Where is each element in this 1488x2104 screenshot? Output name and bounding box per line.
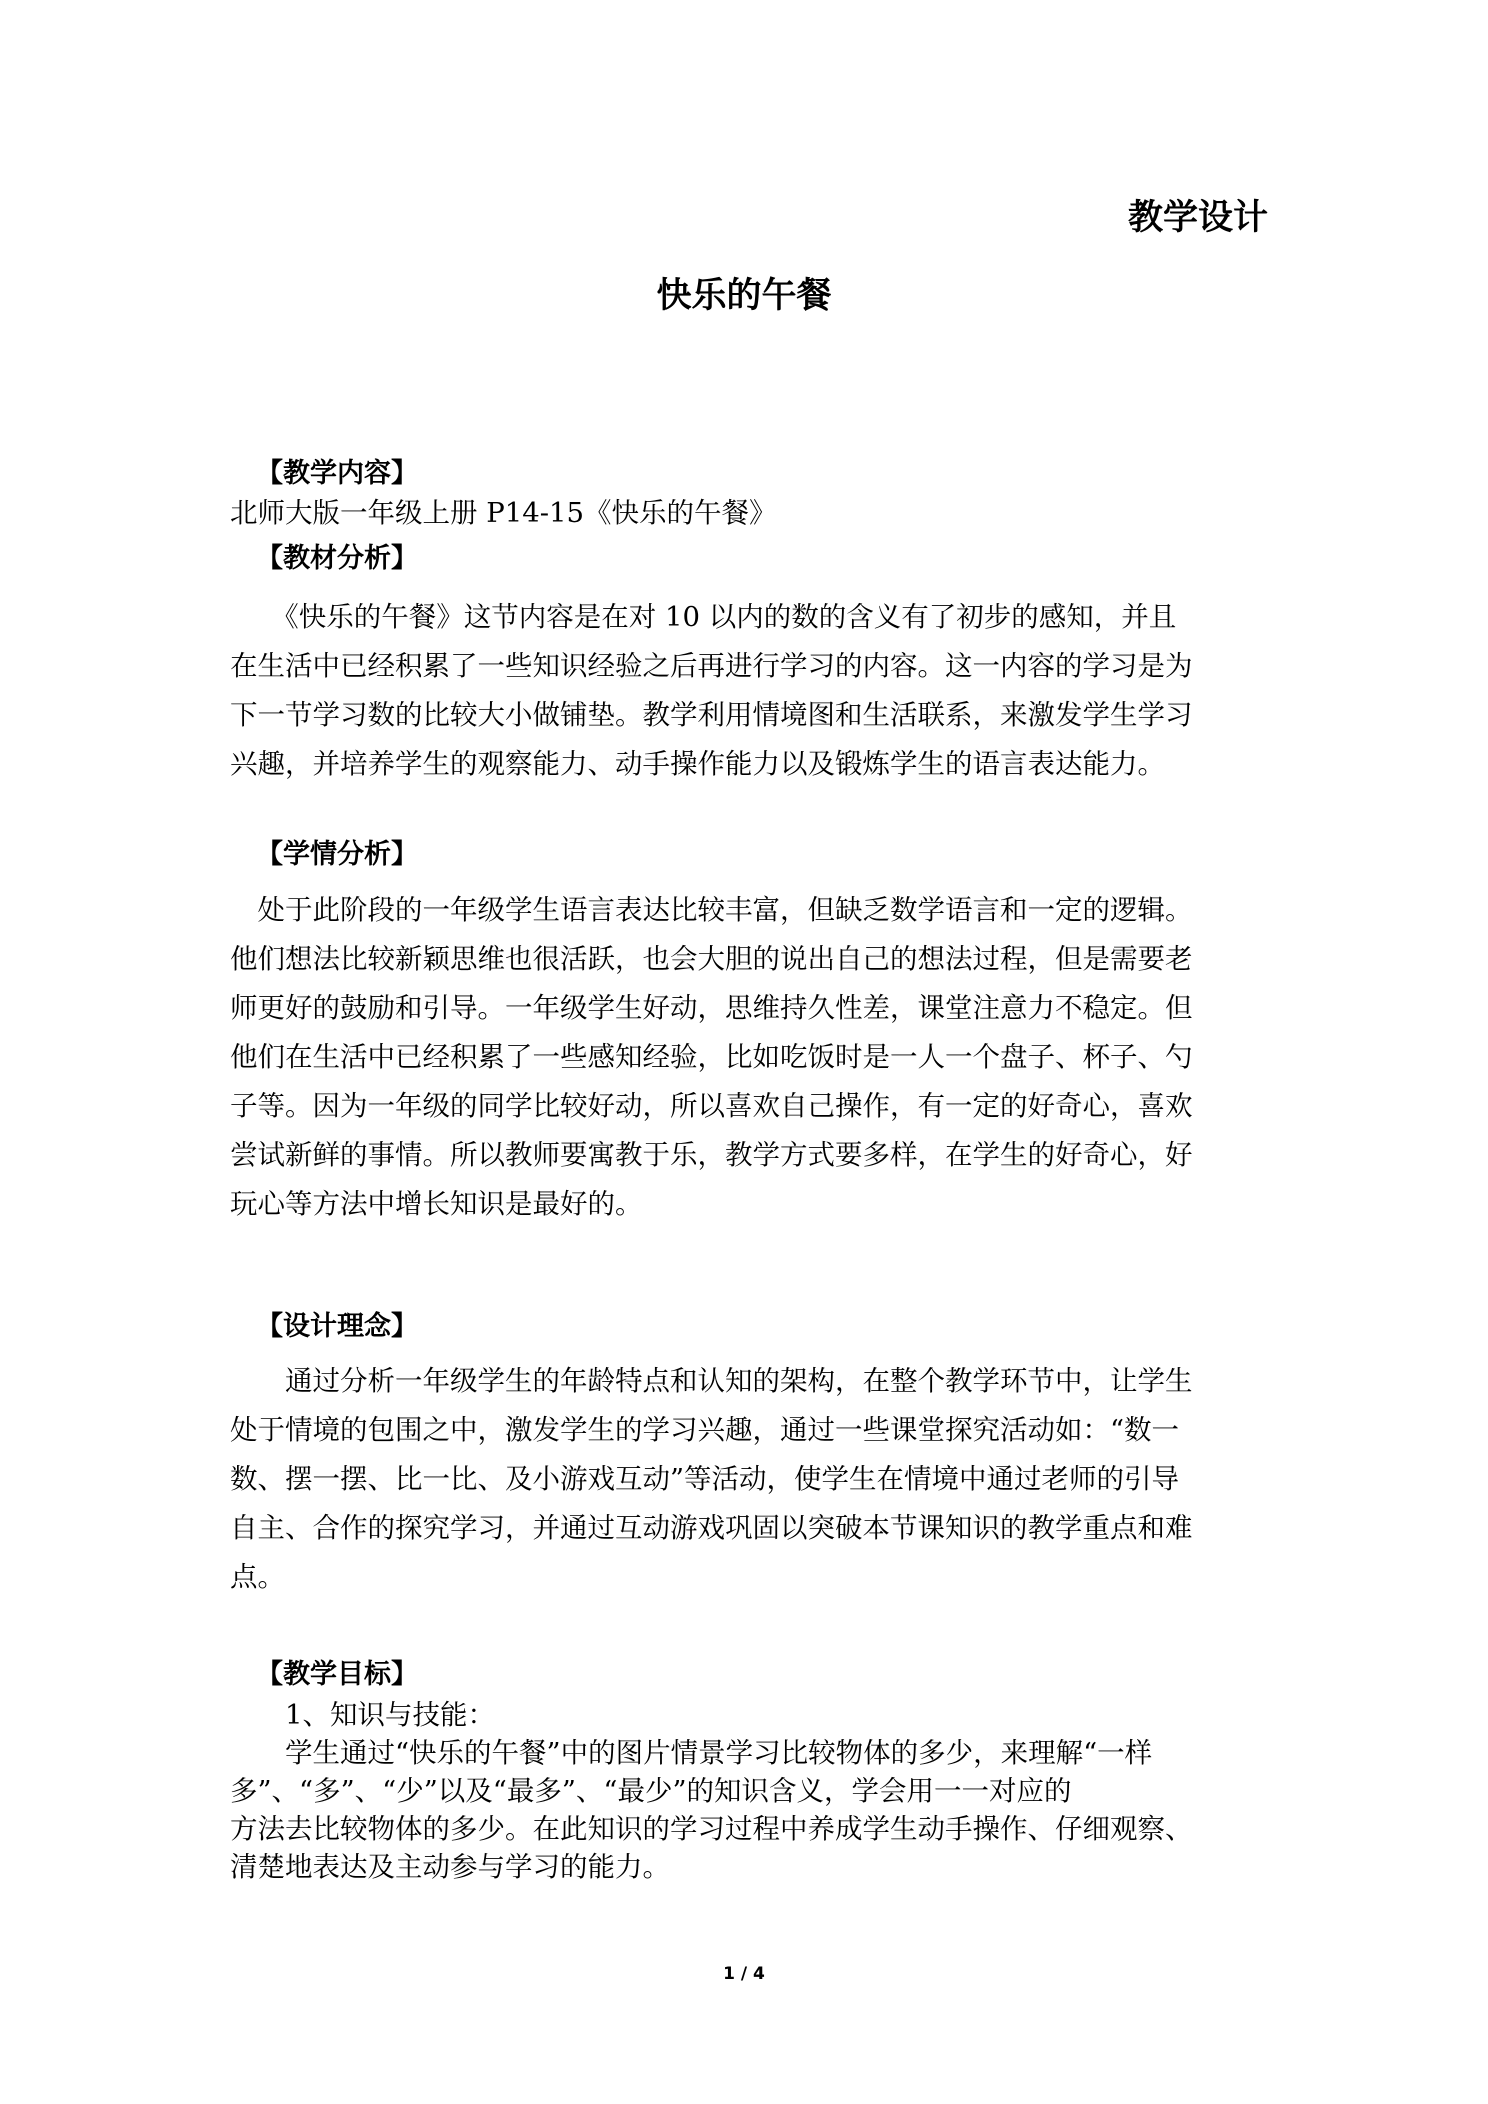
paragraph-line: 师更好的鼓励和引导。一年级学生好动，思维持久性差，课堂注意力不稳定。但 xyxy=(230,992,1193,1024)
document-title: 快乐的午餐 xyxy=(656,276,832,316)
page-number: 1 / 4 xyxy=(723,1964,765,1984)
paragraph-line: 他们想法比较新颖思维也很活跃，也会大胆的说出自己的想法过程，但是需要老 xyxy=(230,943,1193,975)
section-heading-content: 【教学内容】 xyxy=(256,458,418,489)
section-heading-students: 【学情分析】 xyxy=(256,839,418,870)
section-heading-design: 【设计理念】 xyxy=(256,1311,418,1342)
paragraph-line: 在生活中已经积累了一些知识经验之后再进行学习的内容。这一内容的学习是为 xyxy=(230,650,1193,682)
section-heading-goals: 【教学目标】 xyxy=(256,1659,418,1690)
paragraph-line: 他们在生活中已经积累了一些感知经验，比如吃饭时是一人一个盘子、杯子、勺 xyxy=(230,1041,1193,1073)
paragraph-line: 兴趣，并培养学生的观察能力、动手操作能力以及锻炼学生的语言表达能力。 xyxy=(230,748,1165,780)
paragraph-line: 点。 xyxy=(230,1561,285,1593)
paragraph-line: 多”、“多”、“少”以及“最多”、“最少”的知识含义，学会用一一对应的 xyxy=(230,1775,1072,1807)
section-body-design xyxy=(230,1357,1270,1602)
paragraph-line: 《快乐的午餐》这节内容是在对 10 以内的数的含义有了初步的感知，并且 xyxy=(230,601,1177,633)
paragraph-line: 通过分析一年级学生的年龄特点和认知的架构，在整个教学环节中，让学生 xyxy=(230,1365,1193,1397)
paragraph-line: 处于情境的包围之中，激发学生的学习兴趣，通过一些课堂探究活动如：“数一 xyxy=(230,1414,1180,1446)
paragraph-line: 下一节学习数的比较大小做铺垫。教学利用情境图和生活联系，来激发学生学习 xyxy=(230,699,1193,731)
section-body-goals xyxy=(230,1696,1270,1886)
paragraph-line: 尝试新鲜的事情。所以教师要寓教于乐，教学方式要多样，在学生的好奇心，好 xyxy=(230,1139,1193,1171)
section-heading-material: 【教材分析】 xyxy=(256,543,418,574)
paragraph-line: 处于此阶段的一年级学生语言表达比较丰富，但缺乏数学语言和一定的逻辑。 xyxy=(230,894,1193,926)
paragraph-line: 清楚地表达及主动参与学习的能力。 xyxy=(230,1851,670,1883)
section-body-content xyxy=(230,494,1270,532)
paragraph-line: 方法去比较物体的多少。在此知识的学习过程中养成学生动手操作、仔细观察、 xyxy=(230,1813,1193,1845)
paragraph-line: 子等。因为一年级的同学比较好动，所以喜欢自己操作，有一定的好奇心，喜欢 xyxy=(230,1090,1193,1122)
section-body-material xyxy=(230,593,1270,789)
paragraph-line: 北师大版一年级上册 P14-15《快乐的午餐》 xyxy=(230,497,777,529)
paragraph-line: 学生通过“快乐的午餐”中的图片情景学习比较物体的多少，来理解“一样 xyxy=(230,1737,1153,1769)
section-body-students xyxy=(230,886,1270,1229)
document-type-label: 教学设计 xyxy=(1127,198,1268,238)
paragraph-line: 玩心等方法中增长知识是最好的。 xyxy=(230,1188,643,1220)
paragraph-line: 数、摆一摆、比一比、及小游戏互动”等活动，使学生在情境中通过老师的引导 xyxy=(230,1463,1180,1495)
paragraph-line: 1、知识与技能： xyxy=(230,1699,495,1731)
paragraph-line: 自主、合作的探究学习，并通过互动游戏巩固以突破本节课知识的教学重点和难 xyxy=(230,1512,1193,1544)
